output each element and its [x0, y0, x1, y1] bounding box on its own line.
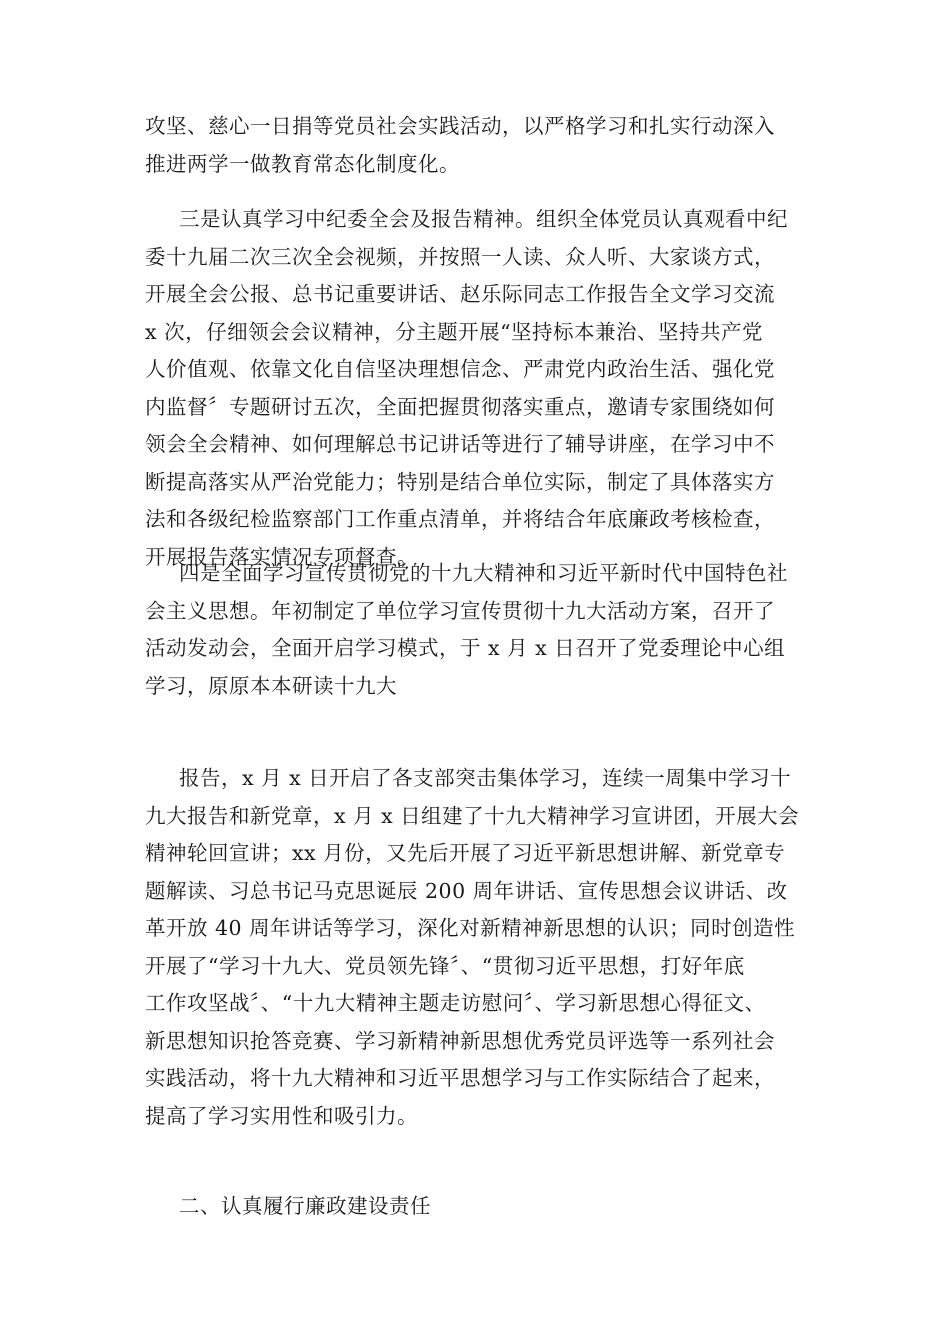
text-line: 题解读、习总书记马克思诞辰 200 周年讲话、宣传思想会议讲话、改 [145, 878, 788, 903]
paragraph-fourth-point [145, 555, 815, 705]
section-heading [145, 1188, 815, 1226]
text-line: x 次，仔细领会会议精神，分主题开展“坚持标本兼治、坚持共产党 [145, 319, 764, 344]
heading-text: 二、认真履行廉政建设责任 [179, 1194, 431, 1218]
text-line: 革开放 40 周年讲话等学习，深化对新精神新思想的认识；同时创造性 [145, 916, 796, 940]
text-line: 委十九届二次三次全会视频，并按照一人读、众人听、大家谈方式， [145, 244, 775, 269]
text-line: 开展报告落实情况专项督查。 [145, 544, 418, 569]
text-line: 会主义思想。年初制定了单位学习宣传贯彻十九大活动方案，召开了 [145, 598, 775, 623]
text-line: 推进两学一做教育常态化制度化。 [145, 151, 460, 176]
text-line: 新思想知识抢答竞赛、学习新精神新思想优秀党员评选等一系列社会 [145, 1028, 775, 1053]
text-line: 开展了“学习十九大、党员领先锋〞、“贯彻习近平思想，打好年底 [145, 953, 745, 978]
text-line: 精神轮回宣讲；xx 月份，又先后开展了习近平新思想讲解、新党章专 [145, 841, 786, 865]
text-line: 人价值观、依靠文化自信坚决理想信念、严肃党内政治生活、强化党 [145, 357, 775, 381]
text-line: 四是全面学习宣传贯彻党的十九大精神和习近平新时代中国特色社 [179, 561, 788, 585]
paragraph-report-study [145, 760, 815, 1135]
text-line: 实践活动，将十九大精神和习近平思想学习与工作实际结合了起来， [145, 1066, 775, 1090]
text-line: 活动发动会，全面开启学习模式，于 x 月 x 日召开了党委理论中心组 [145, 636, 786, 660]
text-line: 攻坚、慈心一日捐等党员社会实践活动，以严格学习和扎实行动深入 [145, 114, 775, 138]
paragraph-third-point [145, 201, 815, 576]
text-line: 内监督〞专题研讨五次，全面把握贯彻落实重点，邀请专家围绕如何 [145, 394, 775, 419]
text-line: 三是认真学习中纪委全会及报告精神。组织全体党员认真观看中纪 [179, 207, 788, 231]
paragraph-continuation [145, 108, 815, 183]
text-line: 提高了学习实用性和吸引力。 [145, 1103, 418, 1128]
text-line: 断提高落实从严治党能力；特别是结合单位实际，制定了具体落实方 [145, 469, 775, 494]
text-line: 工作攻坚战〞、“十九大精神主题走访慰问〞、学习新思想心得征文、 [145, 991, 766, 1015]
text-line: 领会全会精神、如何理解总书记讲话等进行了辅导讲座，在学习中不 [145, 432, 775, 456]
text-line: 开展全会公报、总书记重要讲话、赵乐际同志工作报告全文学习交流 [145, 282, 775, 306]
text-line: 法和各级纪检监察部门工作重点清单，并将结合年底廉政考核检查， [145, 507, 775, 531]
text-line: 九大报告和新党章，x 月 x 日组建了十九大精神学习宣讲团，开展大会 [145, 803, 800, 828]
text-line: 学习，原原本本研读十九大 [145, 673, 397, 698]
text-line: 报告，x 月 x 日开启了各支部突击集体学习，连续一周集中学习十 [179, 766, 792, 790]
